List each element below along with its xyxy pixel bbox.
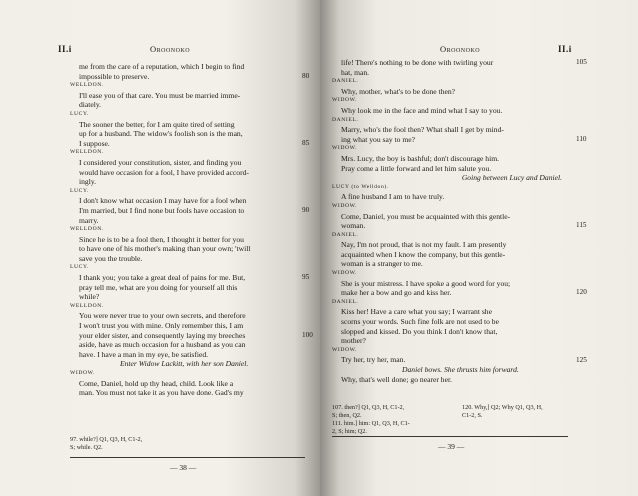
line-number: 105 xyxy=(576,58,587,66)
right-textual-notes-left xyxy=(332,404,452,436)
right-act-number: II.i xyxy=(558,44,572,54)
text-line: ingly. xyxy=(79,177,97,187)
line-number: 110 xyxy=(576,134,587,143)
text-line: I thank you; you take a great deal of pains for me. But, xyxy=(79,273,246,283)
line-number: 90 xyxy=(302,206,310,214)
textual-note-line: S; then, Q2. xyxy=(332,412,362,419)
speaker-name: LUCY. xyxy=(70,110,89,117)
textual-note-line: S; while. Q2. xyxy=(70,444,103,451)
text-line: Since he is to be a fool then, I thought it better for you xyxy=(79,234,244,244)
speaker-name: WELLDON. xyxy=(70,302,104,309)
text-line: The sooner the better, for I am quite tired of setting xyxy=(79,119,235,129)
text-line: Marry, who's the fool then? What shall I get by mind- xyxy=(341,125,504,135)
right-textual-notes-right xyxy=(462,404,572,420)
text-line: ing what you say to me? xyxy=(341,134,416,144)
textual-note-line: 111. him.] him: Q1, Q3, H, C1- xyxy=(332,420,410,427)
textual-note-line: 97. while?] Q1, Q3, H, C1-2, xyxy=(70,436,143,443)
right-running-title: Oroonoko xyxy=(440,44,481,54)
textual-note-line: 120. Why,] Q2; Why Q1, Q3, H, xyxy=(462,404,543,411)
text-line: man. You must not take it as you have done. Gad's my xyxy=(79,388,244,398)
text-line: save you the trouble. xyxy=(79,253,143,263)
right-body-text xyxy=(332,58,587,384)
text-line: Come, Daniel, you must be acquainted with this gentle- xyxy=(341,211,511,221)
text-line: aside, have as much occasion for a husband as you can xyxy=(79,340,246,350)
speaker-name: DANIEL. xyxy=(332,116,359,123)
stage-direction: Enter Widow Lackitt, with her son Daniel. xyxy=(120,359,249,369)
right-footer-rule xyxy=(332,436,568,437)
text-line: I considered your constitution, sister, and finding you xyxy=(79,157,242,167)
stage-direction: Daniel bows. She thrusts him forward. xyxy=(402,365,519,374)
line-number: 120 xyxy=(576,288,587,297)
text-line: hat, man. xyxy=(341,67,370,77)
text-line: I suppose. xyxy=(79,138,110,148)
speaker-name: WIDOW. xyxy=(332,270,357,277)
text-line: A fine husband I am to have truly. xyxy=(341,192,445,202)
text-line: marry. xyxy=(79,215,99,225)
text-line: me from the care of a reputation, which I begin to find xyxy=(79,62,245,71)
text-line: diately. xyxy=(79,100,102,110)
speaker-name: LUCY. xyxy=(70,187,89,194)
text-line: woman is a stranger to me. xyxy=(341,259,423,269)
text-line: your elder sister, and consequently laying my breeches xyxy=(79,330,246,340)
speaker-name: DANIEL. xyxy=(332,231,359,238)
right-page-number: — 39 — xyxy=(438,442,465,451)
text-line: Come, Daniel, hold up thy head, child. Look like a xyxy=(79,378,234,388)
speaker-name: WIDOW. xyxy=(332,202,357,209)
speaker-name: WELLDON. xyxy=(70,149,104,156)
text-line: while? xyxy=(79,292,100,302)
line-number: 85 xyxy=(302,138,310,147)
speaker-name: DANIEL. xyxy=(332,78,359,85)
text-line: up for a husband. The widow's foolish son is the man, xyxy=(79,129,243,139)
speaker-name: WIDOW. xyxy=(332,346,357,353)
speaker-name: WIDOW. xyxy=(70,370,95,376)
text-line: I won't trust you with mine. Only remember this, I am xyxy=(79,321,244,331)
textual-note-line: 2, S; him; Q2. xyxy=(332,428,367,435)
text-line: You were never true to your own secrets, and therefore xyxy=(79,311,246,321)
line-number: 125 xyxy=(576,355,587,364)
left-textual-notes xyxy=(70,436,220,452)
speaker-name: DANIEL. xyxy=(332,298,359,305)
text-line: I don't know what occasion I may have for a fool when xyxy=(79,196,247,206)
text-line: Nay, I'm not proud, that is not my fault. I am presently xyxy=(341,240,507,250)
textual-note-line: 107. then?] Q1, Q3, H, C1-2, xyxy=(332,404,405,411)
speaker-name: WIDOW. xyxy=(332,97,357,104)
speaker-name: WELLDON. xyxy=(70,82,104,89)
text-line: I'm married, but I find none but fools have occasion to xyxy=(79,205,245,215)
text-line: mother? xyxy=(341,336,366,346)
text-line: would have occasion for a fool, I have provided accord- xyxy=(79,167,249,177)
text-line: have. I have a man in my eye, be satisfied. xyxy=(79,349,209,359)
text-line: Mrs. Lucy, the boy is bashful; don't discourage him. xyxy=(341,153,500,163)
line-number: 95 xyxy=(302,273,310,282)
textual-note-line: C1-2, S. xyxy=(462,412,483,419)
text-line: make her a bow and go and kiss her. xyxy=(341,288,452,298)
text-line: Why look me in the face and mind what I say to you. xyxy=(341,105,503,115)
text-line: woman. xyxy=(341,221,366,231)
text-line: acquainted when I know the company, but this gentle- xyxy=(341,249,506,259)
text-line: Pray come a little forward and let him salute you. xyxy=(341,163,492,173)
text-line: I'll ease you of that care. You must be married imme- xyxy=(79,90,241,100)
speaker-name: WELLDON. xyxy=(70,226,104,233)
right-page xyxy=(320,0,638,496)
line-number: 100 xyxy=(302,330,313,339)
line-number: 115 xyxy=(576,221,587,230)
text-line: slopped and kissed. Do you think I don't know that, xyxy=(341,326,498,336)
text-line: Try her, try her, man. xyxy=(341,355,406,365)
speaker-name: LUCY (to Welldon). xyxy=(332,183,389,190)
text-line: Why, mother, what's to be done then? xyxy=(341,86,456,96)
text-line: impossible to preserve. xyxy=(79,71,150,81)
text-line: Kiss her! Have a care what you say; I warrant she xyxy=(341,307,492,317)
text-line: Why, that's well done; go nearer her. xyxy=(341,374,452,384)
speaker-name: WIDOW. xyxy=(332,145,357,152)
left-body-text xyxy=(70,62,313,398)
stage-direction: Going between Lucy and Daniel. xyxy=(461,173,562,183)
line-number: 80 xyxy=(302,71,310,80)
left-page-number: — 38 — xyxy=(170,463,197,472)
text-line: pray tell me, what are you doing for yourself all this xyxy=(79,282,238,292)
text-line: life! There's nothing to be done with twirling your xyxy=(341,58,494,67)
text-line: scorns your words. Such fine folk are not used to be xyxy=(341,317,499,327)
speaker-name: LUCY. xyxy=(70,264,89,271)
left-running-title: Oroonoko xyxy=(150,44,191,54)
left-act-number: II.i xyxy=(58,44,72,54)
left-footer-rule xyxy=(70,457,305,458)
text-line: She is your mistress. I have spoke a good word for you; xyxy=(341,278,511,288)
text-line: to have one of his mother's making than your own; 'twill xyxy=(79,244,251,254)
